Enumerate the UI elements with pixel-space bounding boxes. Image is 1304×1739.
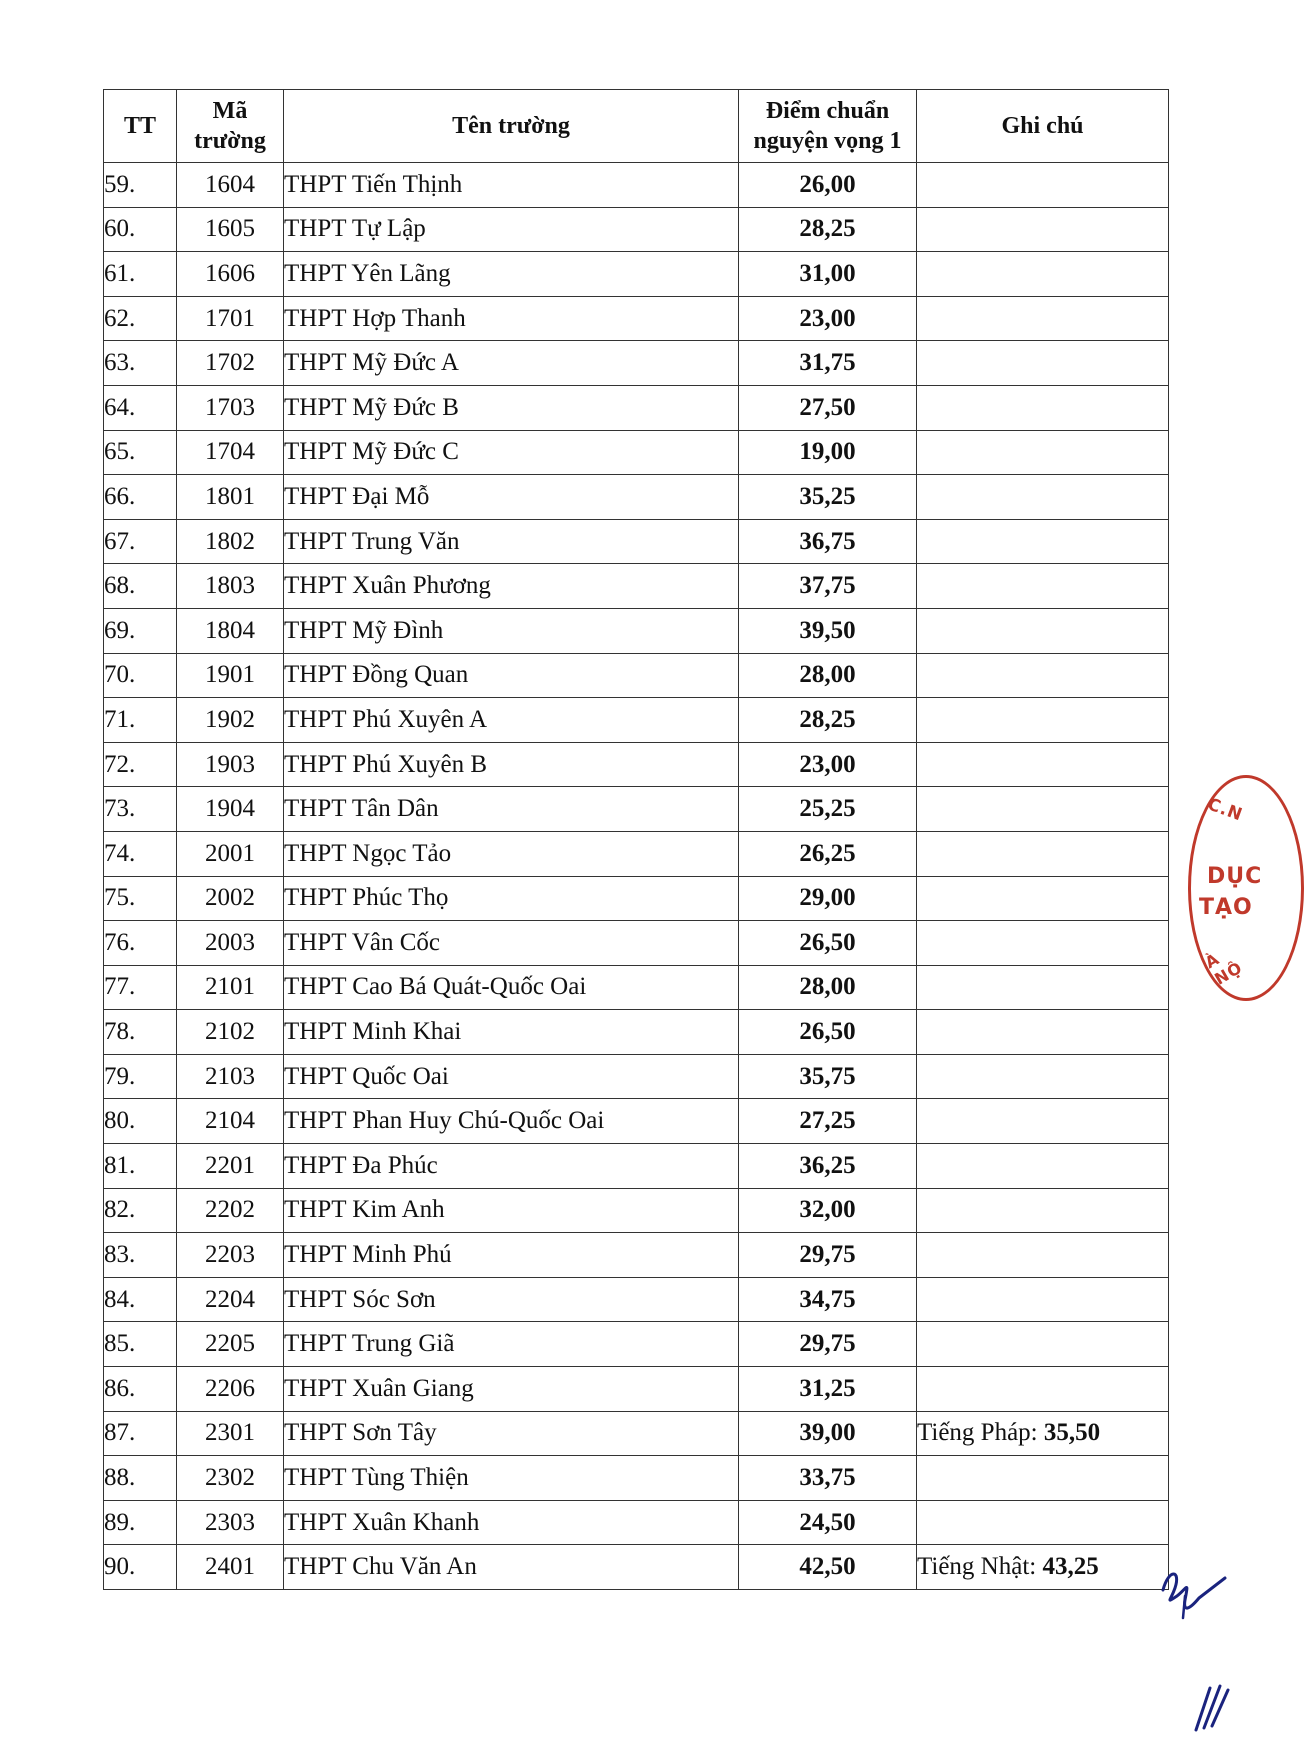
header-school-name: Tên trường [284,90,739,163]
score-sheet [103,89,1168,1590]
school-name: THPT Hợp Thanh [284,296,739,341]
row-number: 66. [104,475,177,520]
row-number: 72. [104,742,177,787]
table-row [104,1322,1169,1367]
cutoff-score: 37,75 [739,564,917,609]
cutoff-score: 31,25 [739,1367,917,1412]
school-code: 1802 [177,519,284,564]
note-value: 35,50 [1043,1419,1101,1447]
school-name: THPT Mỹ Đình [284,608,739,653]
school-name: THPT Phúc Thọ [284,876,739,921]
school-code: 1903 [177,742,284,787]
table-row [104,1456,1169,1501]
school-name: THPT Sóc Sơn [284,1277,739,1322]
school-name: THPT Tự Lập [284,207,739,252]
row-number: 80. [104,1099,177,1144]
school-code: 2102 [177,1010,284,1055]
note-cell [917,1456,1169,1501]
row-number: 78. [104,1010,177,1055]
cutoff-score: 32,00 [739,1188,917,1233]
school-code: 2301 [177,1411,284,1456]
school-code: 2201 [177,1144,284,1189]
cutoff-score: 28,00 [739,653,917,698]
cutoff-score: 42,50 [739,1545,917,1590]
school-code: 1604 [177,163,284,208]
table-row [104,1099,1169,1144]
row-number: 75. [104,876,177,921]
cutoff-score: 36,25 [739,1144,917,1189]
row-number: 87. [104,1411,177,1456]
row-number: 86. [104,1367,177,1412]
note-cell [917,341,1169,386]
table-row [104,430,1169,475]
cutoff-score: 36,75 [739,519,917,564]
school-name: THPT Cao Bá Quát-Quốc Oai [284,965,739,1010]
table-row [104,787,1169,832]
table-row [104,341,1169,386]
school-name: THPT Mỹ Đức C [284,430,739,475]
row-number: 64. [104,385,177,430]
note-cell [917,1233,1169,1278]
row-number: 76. [104,921,177,966]
school-name: THPT Vân Cốc [284,921,739,966]
cutoff-score: 23,00 [739,742,917,787]
school-code: 2202 [177,1188,284,1233]
table-row [104,252,1169,297]
note-cell [917,608,1169,653]
header-tt: TT [104,90,177,163]
school-code: 2104 [177,1099,284,1144]
table-row [104,475,1169,520]
table-row [104,1367,1169,1412]
row-number: 79. [104,1054,177,1099]
row-number: 65. [104,430,177,475]
table-row [104,698,1169,743]
school-name: THPT Phú Xuyên B [284,742,739,787]
table-row [104,296,1169,341]
row-number: 81. [104,1144,177,1189]
cutoff-score: 26,50 [739,921,917,966]
row-number: 85. [104,1322,177,1367]
note-cell [917,385,1169,430]
school-code: 2205 [177,1322,284,1367]
signature-initials-1 [1155,1560,1235,1620]
note-cell [917,921,1169,966]
school-code: 2101 [177,965,284,1010]
row-number: 70. [104,653,177,698]
cutoff-score: 28,25 [739,698,917,743]
school-name: THPT Trung Văn [284,519,739,564]
note-cell [917,1010,1169,1055]
school-name: THPT Đại Mỗ [284,475,739,520]
row-number: 83. [104,1233,177,1278]
school-code: 1901 [177,653,284,698]
school-code: 2203 [177,1233,284,1278]
table-row [104,653,1169,698]
table-row [104,207,1169,252]
table-row [104,1500,1169,1545]
school-code: 1804 [177,608,284,653]
note-cell [917,1545,1169,1590]
table-row [104,608,1169,653]
table-row [104,1010,1169,1055]
cutoff-score: 26,25 [739,831,917,876]
table-body [104,163,1169,1590]
cutoff-score: 29,00 [739,876,917,921]
row-number: 69. [104,608,177,653]
header-school-code [177,90,284,163]
note-cell [917,831,1169,876]
table-header-row [104,90,1169,163]
table-row [104,921,1169,966]
table-row [104,1233,1169,1278]
note-cell [917,1054,1169,1099]
note-cell [917,1411,1169,1456]
cutoff-score: 26,00 [739,163,917,208]
school-code: 2401 [177,1545,284,1590]
stamp-text-1: C.N [1204,794,1246,826]
note-cell [917,698,1169,743]
note-cell [917,163,1169,208]
school-name: THPT Quốc Oai [284,1054,739,1099]
cutoff-score: 27,25 [739,1099,917,1144]
school-name: THPT Đồng Quan [284,653,739,698]
school-name: THPT Trung Giã [284,1322,739,1367]
note-cell [917,965,1169,1010]
cutoff-score: 39,00 [739,1411,917,1456]
note-cell [917,475,1169,520]
school-code: 2003 [177,921,284,966]
row-number: 73. [104,787,177,832]
school-name: THPT Tân Dân [284,787,739,832]
school-name: THPT Chu Văn An [284,1545,739,1590]
cutoff-score: 29,75 [739,1233,917,1278]
school-name: THPT Phan Huy Chú-Quốc Oai [284,1099,739,1144]
row-number: 63. [104,341,177,386]
signature-initials-2 [1190,1680,1235,1735]
table-row [104,163,1169,208]
row-number: 82. [104,1188,177,1233]
note-cell [917,1144,1169,1189]
note-cell [917,1277,1169,1322]
note-cell [917,1188,1169,1233]
row-number: 61. [104,252,177,297]
row-number: 67. [104,519,177,564]
table-row [104,1411,1169,1456]
header-score [739,90,917,163]
note-cell [917,1500,1169,1545]
school-name: THPT Mỹ Đức A [284,341,739,386]
school-code: 2206 [177,1367,284,1412]
note-cell [917,787,1169,832]
school-code: 2204 [177,1277,284,1322]
note-cell [917,876,1169,921]
school-code: 1701 [177,296,284,341]
note-cell [917,742,1169,787]
school-code: 1904 [177,787,284,832]
school-name: THPT Xuân Giang [284,1367,739,1412]
note-cell [917,1099,1169,1144]
stamp-text-3: TẠO [1199,895,1253,920]
cutoff-score: 31,75 [739,341,917,386]
row-number: 84. [104,1277,177,1322]
header-score-line1: Điểm chuẩn [765,98,890,124]
school-code: 2103 [177,1054,284,1099]
school-name: THPT Minh Phú [284,1233,739,1278]
note-cell [917,296,1169,341]
school-name: THPT Ngọc Tảo [284,831,739,876]
school-code: 2002 [177,876,284,921]
stamp-text-2: DỤC [1207,864,1263,889]
cutoff-score: 28,00 [739,965,917,1010]
school-code: 1704 [177,430,284,475]
school-code: 2001 [177,831,284,876]
row-number: 59. [104,163,177,208]
table-row [104,742,1169,787]
cutoff-score: 35,75 [739,1054,917,1099]
cutoff-score: 29,75 [739,1322,917,1367]
row-number: 68. [104,564,177,609]
cutoff-score: 26,50 [739,1010,917,1055]
cutoff-score: 19,00 [739,430,917,475]
school-code: 2303 [177,1500,284,1545]
note-cell [917,252,1169,297]
table-row [104,1545,1169,1590]
school-code: 1605 [177,207,284,252]
school-name: THPT Yên Lãng [284,252,739,297]
school-name: THPT Kim Anh [284,1188,739,1233]
cutoff-score: 39,50 [739,608,917,653]
table-row [104,564,1169,609]
school-name: THPT Phú Xuyên A [284,698,739,743]
note-cell [917,1367,1169,1412]
cutoff-score: 28,25 [739,207,917,252]
stamp-text-4: À NỘ [1201,949,1246,989]
table-row [104,385,1169,430]
row-number: 89. [104,1500,177,1545]
cutoff-score: 33,75 [739,1456,917,1501]
school-code: 1902 [177,698,284,743]
row-number: 77. [104,965,177,1010]
table-row [104,1054,1169,1099]
school-code: 1801 [177,475,284,520]
note-label: Tiếng Pháp: [917,1419,1044,1447]
row-number: 74. [104,831,177,876]
school-name: THPT Sơn Tây [284,1411,739,1456]
school-code: 1703 [177,385,284,430]
cutoff-score: 25,25 [739,787,917,832]
note-cell [917,564,1169,609]
cutoff-score: 35,25 [739,475,917,520]
table-row [104,1188,1169,1233]
table-row [104,831,1169,876]
note-cell [917,430,1169,475]
school-name: THPT Đa Phúc [284,1144,739,1189]
header-school-code-line1: Mã [212,98,248,124]
school-name: THPT Xuân Phương [284,564,739,609]
table-row [104,519,1169,564]
school-code: 1803 [177,564,284,609]
row-number: 71. [104,698,177,743]
school-name: THPT Tiến Thịnh [284,163,739,208]
cutoff-score: 27,50 [739,385,917,430]
note-cell [917,519,1169,564]
table-row [104,965,1169,1010]
table-row [104,1144,1169,1189]
note-cell [917,1322,1169,1367]
header-note: Ghi chú [917,90,1169,163]
cutoff-score: 24,50 [739,1500,917,1545]
school-code: 1606 [177,252,284,297]
table-row [104,1277,1169,1322]
row-number: 60. [104,207,177,252]
note-value: 43,25 [1042,1553,1099,1581]
note-cell [917,653,1169,698]
note-label: Tiếng Nhật: [917,1553,1043,1581]
school-name: THPT Xuân Khanh [284,1500,739,1545]
school-name: THPT Minh Khai [284,1010,739,1055]
school-name: THPT Mỹ Đức B [284,385,739,430]
school-code: 2302 [177,1456,284,1501]
school-name: THPT Tùng Thiện [284,1456,739,1501]
school-code: 1702 [177,341,284,386]
header-score-line2: nguyện vọng 1 [753,128,902,154]
table-row [104,876,1169,921]
admission-score-table [103,89,1169,1590]
cutoff-score: 31,00 [739,252,917,297]
cutoff-score: 34,75 [739,1277,917,1322]
row-number: 88. [104,1456,177,1501]
header-school-code-line2: trường [194,128,266,154]
row-number: 90. [104,1545,177,1590]
row-number: 62. [104,296,177,341]
cutoff-score: 23,00 [739,296,917,341]
note-cell [917,207,1169,252]
